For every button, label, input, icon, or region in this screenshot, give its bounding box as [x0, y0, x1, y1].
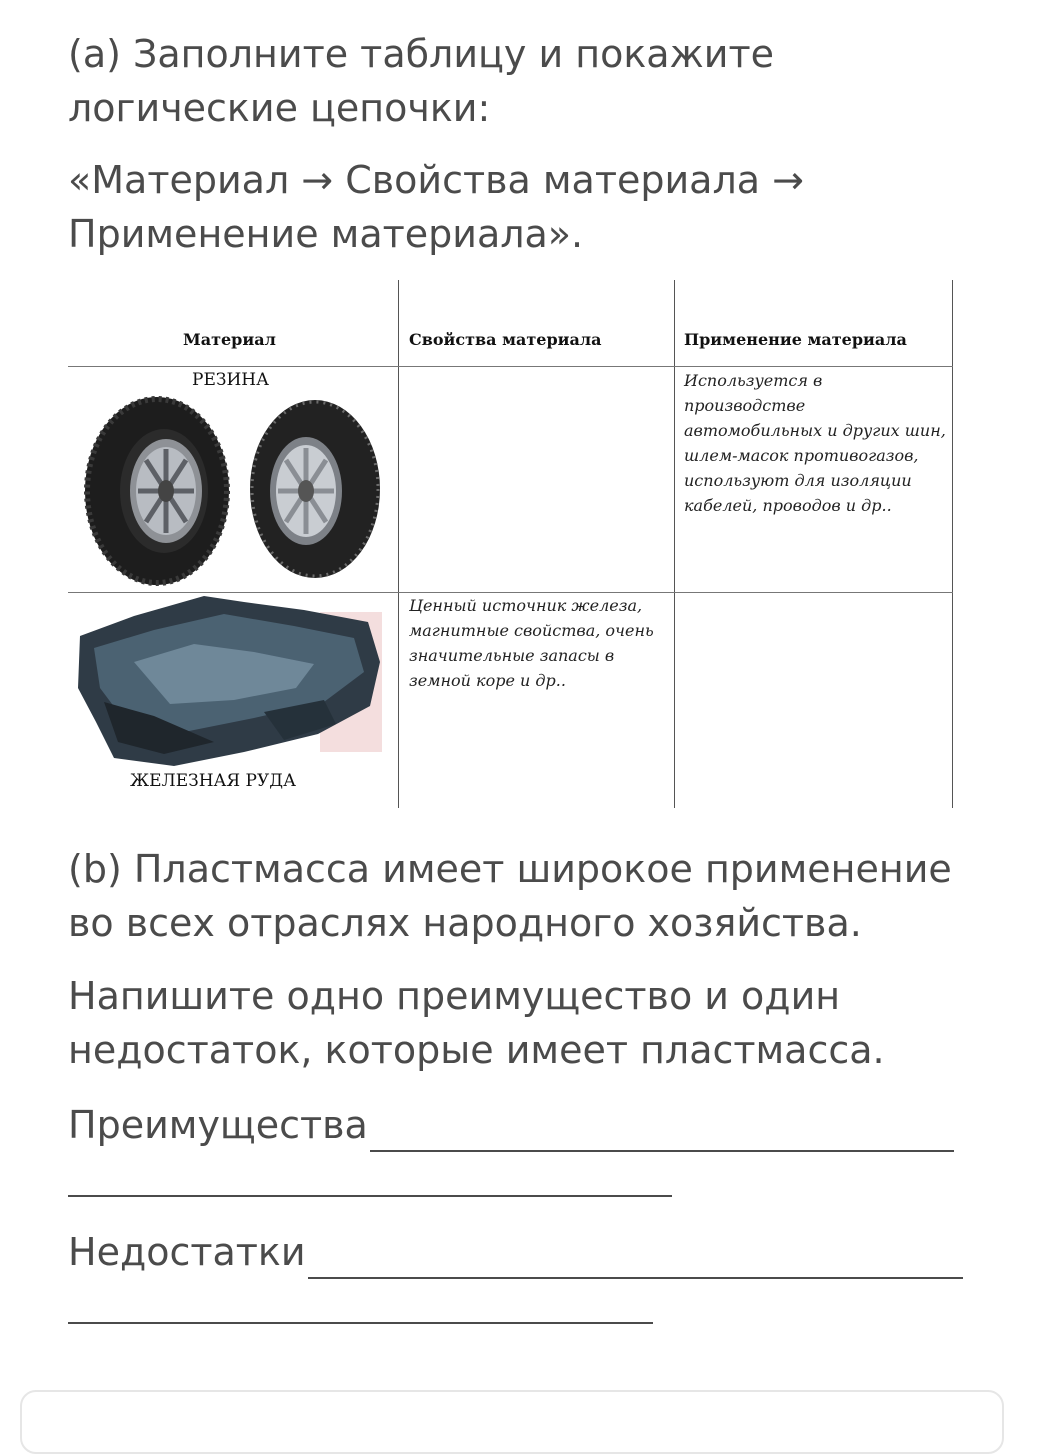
row-divider — [68, 366, 953, 367]
disadvantages-answer-line-2 — [68, 1322, 653, 1324]
column-divider — [952, 280, 953, 808]
column-divider — [674, 280, 675, 808]
task-b-instruction: Напишите одно преимущество и один недостаток, которые имеет пластмасса. — [68, 974, 885, 1072]
iron-ore-image — [74, 592, 384, 772]
header-material: Материал — [183, 330, 276, 349]
column-divider — [398, 280, 399, 808]
advantages-field — [68, 1098, 954, 1152]
header-properties: Свойства материала — [409, 330, 602, 349]
studded-tire-image — [248, 398, 382, 580]
rubber-application-text: Используется в производстве автомобильных и других шин, шлем-масок противогазов, используют для изоляции кабелей, проводов и др.. — [684, 371, 946, 515]
disadvantages-label: Недостатки — [68, 1230, 306, 1274]
materials-table — [68, 280, 953, 808]
iron-ore-properties-text: Ценный источник железа, магнитные свойства, очень значительные запасы в земной коре и др.. — [409, 596, 654, 690]
logic-chain-text: «Материал → Свойства материала → Применение материала». — [68, 158, 804, 256]
advantages-answer-line — [370, 1110, 954, 1152]
disadvantages-answer-line — [308, 1237, 963, 1279]
material-rubber-label: РЕЗИНА — [192, 370, 269, 390]
advantages-answer-line-2 — [68, 1195, 672, 1197]
answer-card — [20, 1390, 1004, 1454]
material-iron-ore-label: ЖЕЛЕЗНАЯ РУДА — [130, 771, 296, 791]
advantages-label: Преимущества — [68, 1103, 368, 1147]
tire-image — [82, 394, 232, 588]
task-a-heading: (a) Заполните таблицу и покажите логические цепочки: — [68, 32, 775, 130]
header-application: Применение материала — [684, 330, 907, 349]
disadvantages-field — [68, 1225, 963, 1279]
task-b-heading: (b) Пластмасса имеет широкое применение во всех отраслях народного хозяйства. — [68, 847, 952, 945]
